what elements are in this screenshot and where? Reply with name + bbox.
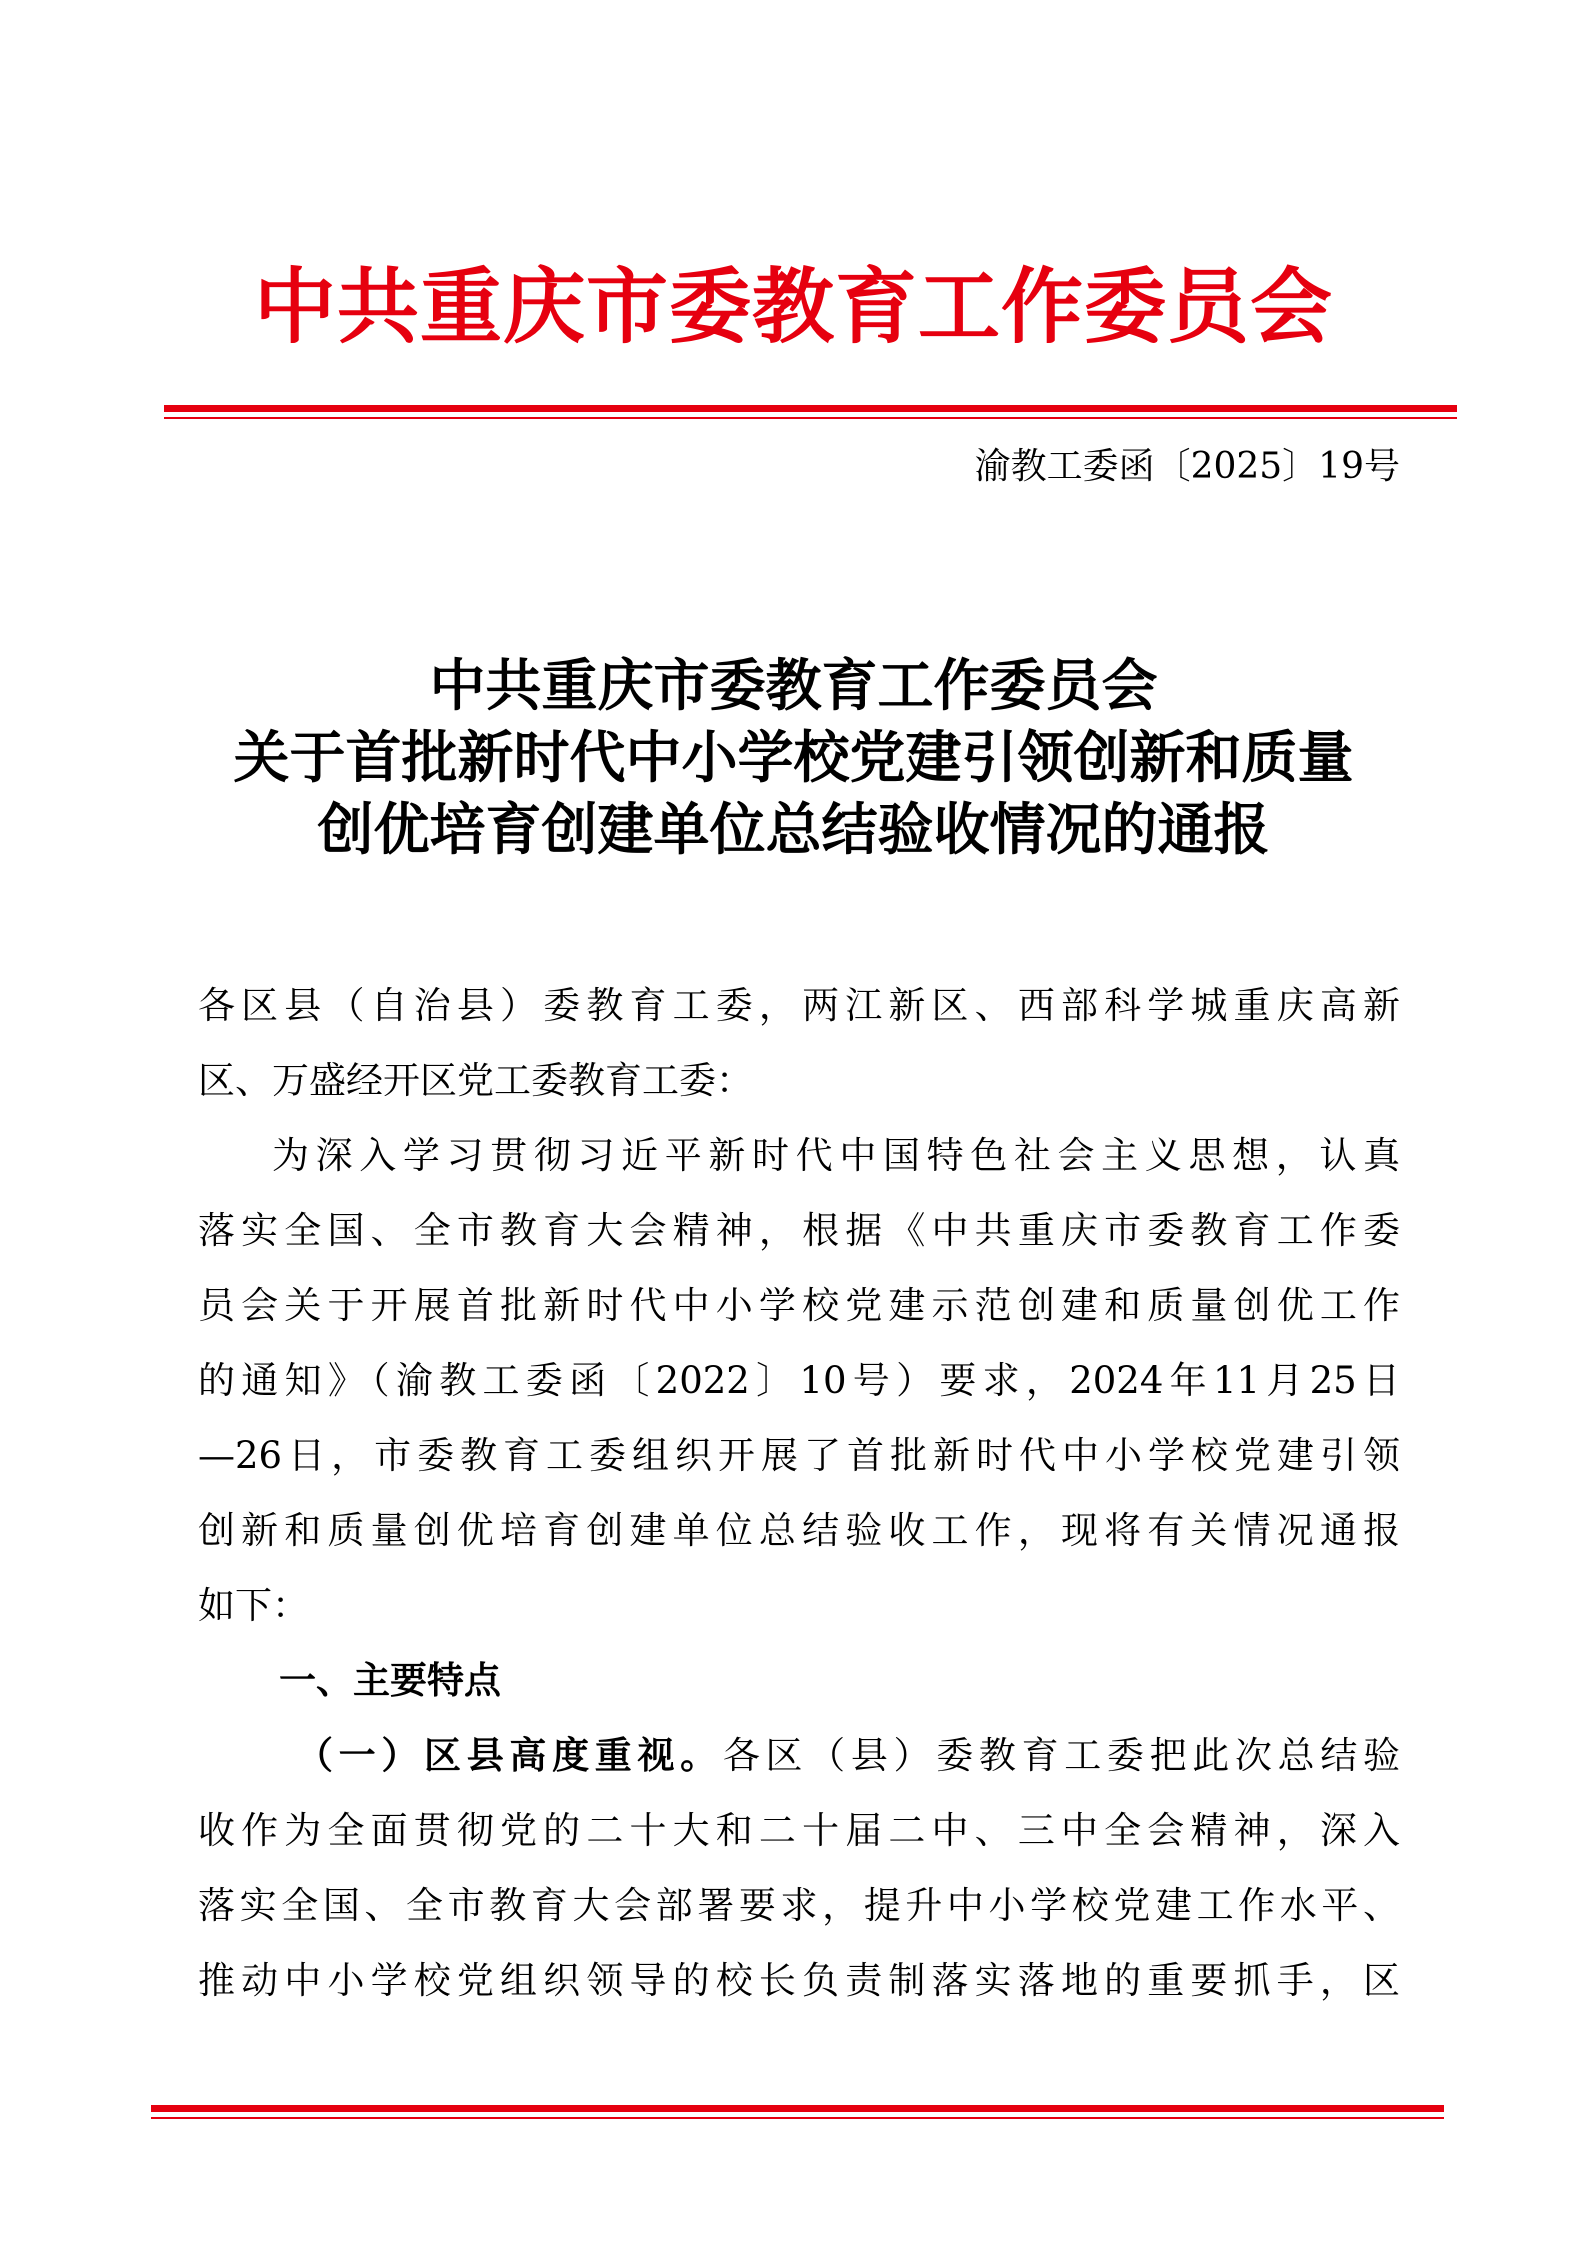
paragraph-line: 推动中小学校党组织领导的校长负责制落实落地的重要抓手，区 (198, 1959, 1400, 2002)
paragraph-line: 收作为全面贯彻党的二十大和二十届二中、三中全会精神，深入 (198, 1809, 1400, 1852)
paragraph-line: —26日，市委教育工委组织开展了首批新时代中小学校党建引领 (198, 1434, 1400, 1477)
paragraph-line: 为深入学习贯彻习近平新时代中国特色社会主义思想，认真 (272, 1134, 1400, 1177)
document-number: 渝教工委函〔2025〕19号 (974, 446, 1400, 487)
subsection-first-line (198, 1718, 1400, 1793)
masthead: 中共重庆市委教育工作委员会 (253, 260, 1333, 355)
document-body (198, 968, 1400, 2018)
title-line: 关于首批新时代中小学校党建引领创新和质量 (233, 726, 1354, 791)
footer-divider-thick (151, 2105, 1444, 2112)
paragraph-line: 创新和质量创优培育创建单位总结验收工作，现将有关情况通报 (198, 1509, 1400, 1552)
document-title (0, 651, 1587, 867)
masthead-divider-thin (164, 417, 1457, 419)
subsection-lead: （一）区县高度重视。 (296, 1734, 723, 1777)
subsection-first-line-text: 各区（县）委教育工委把此次总结验 (722, 1734, 1401, 1777)
footer-divider-thin (151, 2117, 1444, 2119)
paragraph-line: 的通知》（渝教工委函〔2022〕10号）要求，2024年11月25日 (198, 1359, 1400, 1402)
paragraph-line: 员会关于开展首批新时代中小学校党建示范创建和质量创优工作 (198, 1284, 1400, 1327)
title-line: 中共重庆市委教育工作委员会 (429, 654, 1158, 719)
section-heading: 一、主要特点 (279, 1659, 501, 1702)
salutation-line: 区、万盛经开区党工委教育工委： (198, 1059, 753, 1102)
salutation-line: 各区县（自治县）委教育工委，两江新区、西部科学城重庆高新 (198, 984, 1400, 1027)
title-line: 创优培育创建单位总结验收情况的通报 (317, 798, 1270, 863)
paragraph-line: 落实全国、全市教育大会精神，根据《中共重庆市委教育工作委 (198, 1209, 1400, 1252)
masthead-divider-thick (164, 405, 1457, 412)
paragraph-line: 落实全国、全市教育大会部署要求，提升中小学校党建工作水平、 (198, 1884, 1400, 1927)
paragraph-line: 如下： (198, 1584, 309, 1627)
